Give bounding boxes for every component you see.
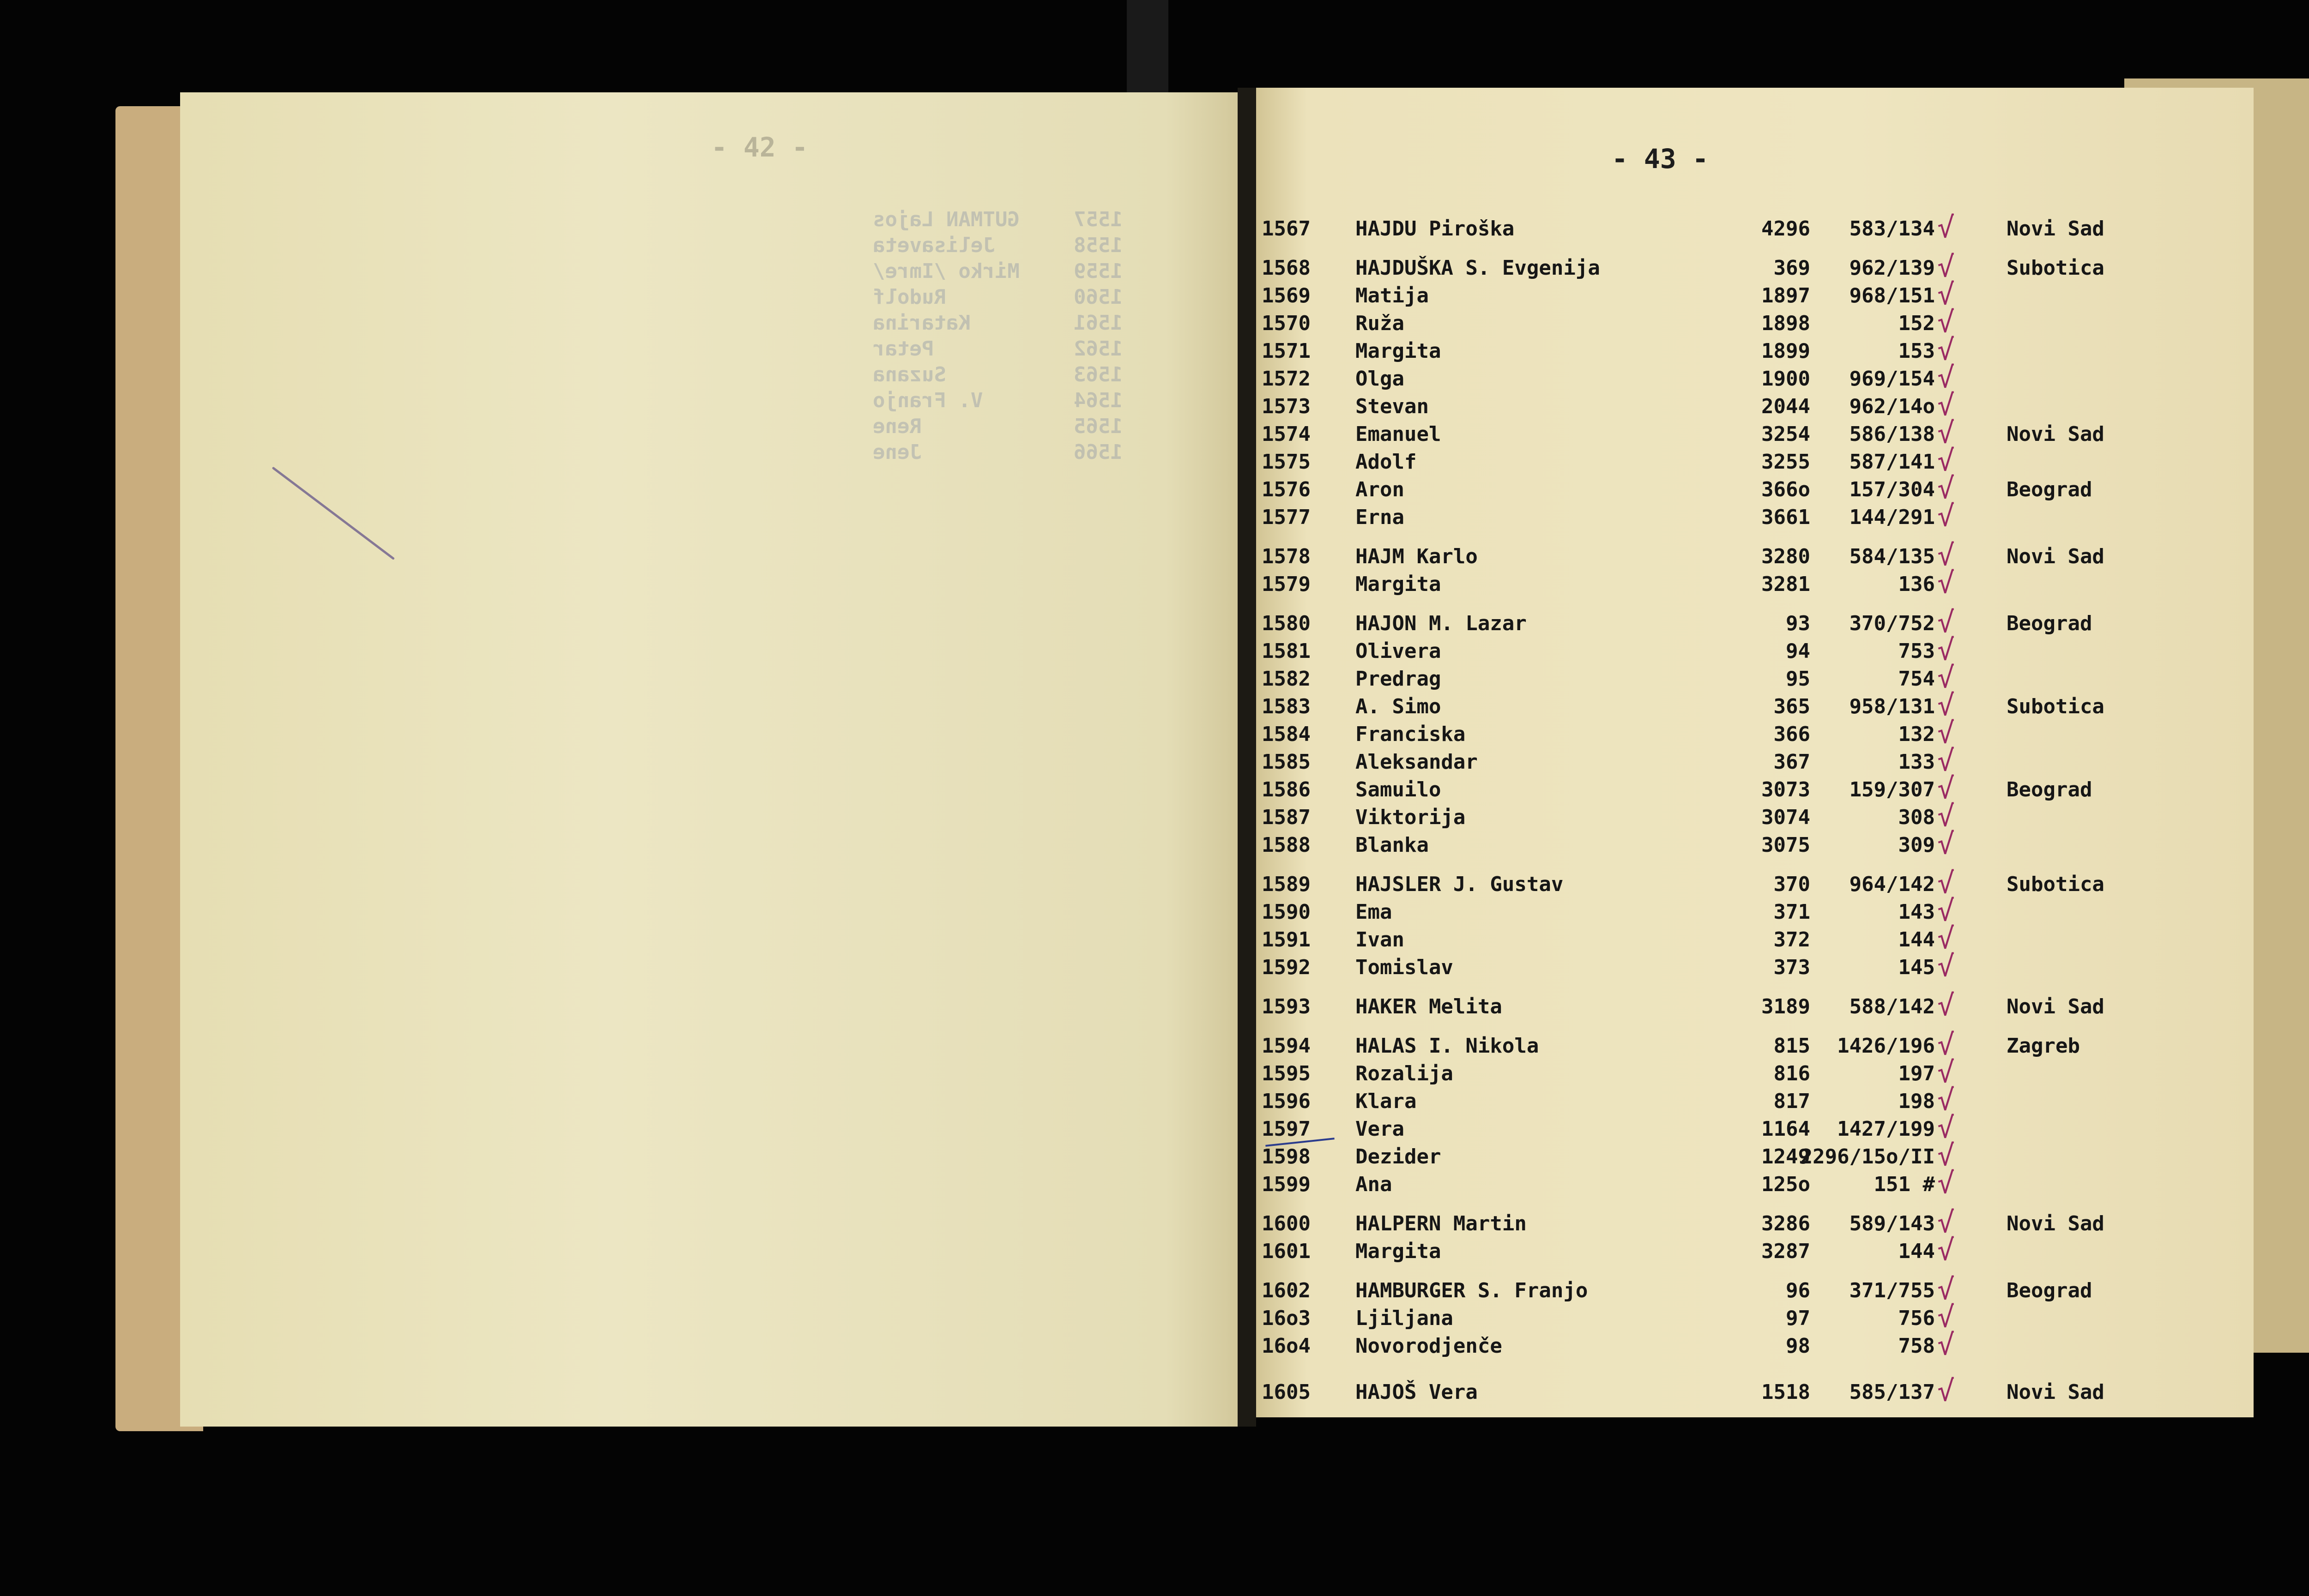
entry-number: 1598	[1262, 1145, 1311, 1168]
register-number: 370	[1773, 873, 1810, 896]
register-number: 3075	[1761, 833, 1810, 857]
checkmark-icon: √	[1937, 688, 1955, 722]
register-number: 4296	[1761, 217, 1810, 241]
entry-number: 1599	[1262, 1173, 1311, 1196]
checkmark-icon: √	[1937, 471, 1955, 505]
entry-number: 1590	[1262, 900, 1311, 924]
entry-number: 1575	[1262, 450, 1311, 474]
register-number: 365	[1773, 695, 1810, 718]
person-name: HAJDUŠKA S. Evgenija	[1355, 256, 1600, 280]
person-name: Adolf	[1355, 450, 1417, 474]
entry-number: 1581	[1262, 639, 1311, 663]
ghost-person-name: Jene	[873, 440, 922, 464]
reference-number: 308	[1898, 806, 1935, 829]
register-number: 3074	[1761, 806, 1810, 829]
table-row	[0, 471, 2309, 506]
reference-number: 153	[1898, 339, 1935, 363]
entry-number: 1591	[1262, 928, 1311, 952]
binding-ribbon	[1127, 0, 1168, 106]
register-number: 2044	[1761, 395, 1810, 418]
checkmark-icon: √	[1937, 827, 1955, 861]
table-row	[0, 1111, 2309, 1145]
left-page-number: - 42 -	[711, 132, 808, 163]
register-number: 96	[1786, 1279, 1810, 1302]
city-name: Novi Sad	[2007, 995, 2104, 1018]
table-row	[0, 1233, 2309, 1267]
ghost-person-name: Petar	[873, 337, 934, 361]
checkmark-icon: √	[1937, 250, 1955, 283]
entry-number: 1601	[1262, 1240, 1311, 1263]
register-number: 3281	[1761, 572, 1810, 596]
reference-number: 1427/199	[1837, 1117, 1935, 1141]
checkmark-icon: √	[1937, 361, 1955, 394]
ghost-entry-number: 1559	[1074, 259, 1123, 283]
register-number: 366	[1773, 723, 1810, 746]
person-name: HAJDU Piroška	[1355, 217, 1515, 241]
reference-number: 371/755	[1849, 1279, 1935, 1302]
checkmark-icon: √	[1937, 538, 1955, 572]
table-row	[0, 416, 2309, 450]
person-name: HAJSLER J. Gustav	[1355, 873, 1564, 896]
register-number: 366o	[1761, 478, 1810, 501]
person-name: HAJON M. Lazar	[1355, 612, 1527, 635]
reference-number: 143	[1898, 900, 1935, 924]
checkmark-icon: √	[1937, 744, 1955, 777]
person-name: Stevan	[1355, 395, 1429, 418]
entry-number: 1577	[1262, 506, 1311, 529]
reference-number: 585/137	[1849, 1380, 1935, 1404]
entry-number: 1569	[1262, 284, 1311, 307]
entry-number: 16o3	[1262, 1307, 1311, 1330]
person-name: Dezider	[1355, 1145, 1441, 1168]
checkmark-icon: √	[1937, 388, 1955, 422]
reference-number: 159/307	[1849, 778, 1935, 801]
ghost-entry-number: 1564	[1074, 389, 1123, 412]
city-name: Beograd	[2007, 478, 2092, 501]
table-row	[0, 1055, 2309, 1090]
table-row	[0, 1374, 2309, 1408]
ghost-person-name: V. Franjo	[873, 389, 983, 412]
register-number: 125o	[1761, 1173, 1810, 1196]
reference-number: 370/752	[1849, 612, 1935, 635]
reference-number: 157/304	[1849, 478, 1935, 501]
register-number: 3287	[1761, 1240, 1810, 1263]
table-row	[0, 661, 2309, 695]
checkmark-icon: √	[1937, 1300, 1955, 1334]
city-name: Subotica	[2007, 695, 2104, 718]
table-row	[0, 333, 2309, 367]
reference-number: 756	[1898, 1307, 1935, 1330]
checkmark-icon: √	[1937, 716, 1955, 750]
reference-number: 152	[1898, 312, 1935, 335]
entry-number: 1605	[1262, 1380, 1311, 1404]
person-name: Blanka	[1355, 833, 1429, 857]
table-row	[0, 771, 2309, 806]
entry-number: 1567	[1262, 217, 1311, 241]
checkmark-icon: √	[1937, 1138, 1955, 1172]
person-name: Margita	[1355, 572, 1441, 596]
register-number: 3189	[1761, 995, 1810, 1018]
checkmark-icon: √	[1937, 416, 1955, 450]
table-row	[0, 444, 2309, 478]
reference-number: 145	[1898, 956, 1935, 979]
register-number: 98	[1786, 1334, 1810, 1358]
ghost-entry-number: 1558	[1074, 234, 1123, 257]
reference-number: 144	[1898, 928, 1935, 952]
checkmark-icon: √	[1937, 1166, 1955, 1200]
table-row	[0, 605, 2309, 639]
register-number: 1900	[1761, 367, 1810, 391]
table-row	[0, 1205, 2309, 1240]
person-name: Tomislav	[1355, 956, 1453, 979]
ghost-person-name: Mirko /Imre/	[873, 259, 1020, 283]
checkmark-icon: √	[1937, 633, 1955, 667]
person-name: Margita	[1355, 1240, 1441, 1263]
entry-number: 1572	[1262, 367, 1311, 391]
person-name: Ruža	[1355, 312, 1404, 335]
ghost-person-name: Suzana	[873, 363, 946, 386]
city-name: Novi Sad	[2007, 1212, 2104, 1235]
checkmark-icon: √	[1937, 1233, 1955, 1267]
reference-number: 144/291	[1849, 506, 1935, 529]
table-row	[0, 1138, 2309, 1173]
table-row	[0, 949, 2309, 983]
checkmark-icon: √	[1937, 1028, 1955, 1061]
table-row	[0, 277, 2309, 312]
entry-number: 1578	[1262, 545, 1311, 568]
register-number: 3254	[1761, 422, 1810, 446]
table-row	[0, 921, 2309, 956]
entry-number: 1589	[1262, 873, 1311, 896]
entry-number: 1580	[1262, 612, 1311, 635]
checkmark-icon: √	[1937, 988, 1955, 1022]
reference-number: 754	[1898, 667, 1935, 691]
ghost-entry-number: 1565	[1074, 415, 1123, 438]
person-name: Samuilo	[1355, 778, 1441, 801]
checkmark-icon: √	[1937, 1205, 1955, 1239]
reference-number: 2296/15o/II	[1800, 1145, 1935, 1168]
person-name: Aleksandar	[1355, 750, 1478, 774]
reference-number: 132	[1898, 723, 1935, 746]
register-number: 3286	[1761, 1212, 1810, 1235]
person-name: Olivera	[1355, 639, 1441, 663]
checkmark-icon: √	[1937, 799, 1955, 833]
reference-number: 1426/196	[1837, 1034, 1935, 1058]
reference-number: 958/131	[1849, 695, 1935, 718]
table-row	[0, 744, 2309, 778]
checkmark-icon: √	[1937, 277, 1955, 311]
register-number: 815	[1773, 1034, 1810, 1058]
reference-number: 758	[1898, 1334, 1935, 1358]
table-row	[0, 1028, 2309, 1062]
city-name: Beograd	[2007, 778, 2092, 801]
table-row	[0, 1328, 2309, 1362]
register-number: 1249	[1761, 1145, 1810, 1168]
checkmark-icon: √	[1937, 771, 1955, 805]
reference-number: 309	[1898, 833, 1935, 857]
table-row	[0, 633, 2309, 667]
entry-number: 1596	[1262, 1090, 1311, 1113]
person-name: Ema	[1355, 900, 1392, 924]
table-row	[0, 499, 2309, 533]
reference-number: 587/141	[1849, 450, 1935, 474]
table-row	[0, 1083, 2309, 1117]
right-page-number: - 43 -	[1612, 143, 1709, 175]
reference-number: 151 #	[1874, 1173, 1935, 1196]
register-number: 93	[1786, 612, 1810, 635]
checkmark-icon: √	[1937, 1374, 1955, 1408]
checkmark-icon: √	[1937, 1111, 1955, 1144]
person-name: HAMBURGER S. Franjo	[1355, 1279, 1588, 1302]
checkmark-icon: √	[1937, 444, 1955, 477]
ghost-person-name: Rene	[873, 415, 922, 438]
city-name: Subotica	[2007, 256, 2104, 280]
table-row	[0, 538, 2309, 572]
register-number: 817	[1773, 1090, 1810, 1113]
reference-number: 753	[1898, 639, 1935, 663]
entry-number: 1574	[1262, 422, 1311, 446]
table-row	[0, 305, 2309, 339]
register-number: 3073	[1761, 778, 1810, 801]
register-number: 369	[1773, 256, 1810, 280]
ghost-person-name: Jelisaveta	[873, 234, 995, 257]
ghost-entry-number: 1560	[1074, 285, 1123, 309]
table-row	[0, 1300, 2309, 1334]
table-row	[0, 716, 2309, 750]
reference-number: 962/14o	[1849, 395, 1935, 418]
register-number: 373	[1773, 956, 1810, 979]
person-name: Ljiljana	[1355, 1307, 1453, 1330]
entry-number: 1595	[1262, 1062, 1311, 1085]
person-name: Olga	[1355, 367, 1404, 391]
person-name: HAJOŠ Vera	[1355, 1380, 1478, 1404]
person-name: A. Simo	[1355, 695, 1441, 718]
table-row	[0, 688, 2309, 723]
person-name: Vera	[1355, 1117, 1404, 1141]
reference-number: 969/154	[1849, 367, 1935, 391]
table-row	[0, 1272, 2309, 1307]
register-number: 95	[1786, 667, 1810, 691]
city-name: Novi Sad	[2007, 217, 2104, 241]
ghost-person-name: Rudolf	[873, 285, 946, 309]
city-name: Beograd	[2007, 1279, 2092, 1302]
checkmark-icon: √	[1937, 605, 1955, 639]
checkmark-icon: √	[1937, 866, 1955, 900]
entry-number: 1570	[1262, 312, 1311, 335]
entry-number: 1597	[1262, 1117, 1311, 1141]
person-name: HAKER Melita	[1355, 995, 1502, 1018]
person-name: Franciska	[1355, 723, 1466, 746]
entry-number: 1602	[1262, 1279, 1311, 1302]
checkmark-icon: √	[1937, 305, 1955, 339]
entry-number: 1568	[1262, 256, 1311, 280]
register-number: 3661	[1761, 506, 1810, 529]
register-number: 1899	[1761, 339, 1810, 363]
ghost-entry-number: 1566	[1074, 440, 1123, 464]
city-name: Subotica	[2007, 873, 2104, 896]
entry-number: 1579	[1262, 572, 1311, 596]
table-row	[0, 388, 2309, 422]
person-name: Predrag	[1355, 667, 1441, 691]
entry-number: 1586	[1262, 778, 1311, 801]
table-row	[0, 988, 2309, 1023]
checkmark-icon: √	[1937, 661, 1955, 694]
reference-number: 133	[1898, 750, 1935, 774]
reference-number: 197	[1898, 1062, 1935, 1085]
entry-number: 1592	[1262, 956, 1311, 979]
checkmark-icon: √	[1937, 566, 1955, 600]
entry-number: 1593	[1262, 995, 1311, 1018]
register-number: 3255	[1761, 450, 1810, 474]
person-name: HALAS I. Nikola	[1355, 1034, 1539, 1058]
entry-number: 1594	[1262, 1034, 1311, 1058]
person-name: Klara	[1355, 1090, 1417, 1113]
ghost-entry-number: 1557	[1074, 208, 1123, 231]
checkmark-icon: √	[1937, 1328, 1955, 1361]
reference-number: 198	[1898, 1090, 1935, 1113]
city-name: Novi Sad	[2007, 545, 2104, 568]
register-number: 1518	[1761, 1380, 1810, 1404]
checkmark-icon: √	[1937, 333, 1955, 367]
register-number: 97	[1786, 1307, 1810, 1330]
person-name: HALPERN Martin	[1355, 1212, 1527, 1235]
table-row	[0, 799, 2309, 833]
entry-number: 1584	[1262, 723, 1311, 746]
checkmark-icon: √	[1937, 1083, 1955, 1117]
ghost-entry-number: 1563	[1074, 363, 1123, 386]
person-name: Ana	[1355, 1173, 1392, 1196]
city-name: Zagreb	[2007, 1034, 2080, 1058]
table-row	[0, 211, 2309, 245]
reference-number: 586/138	[1849, 422, 1935, 446]
register-number: 94	[1786, 639, 1810, 663]
table-row	[0, 894, 2309, 928]
entry-number: 1588	[1262, 833, 1311, 857]
reference-number: 588/142	[1849, 995, 1935, 1018]
checkmark-icon: √	[1937, 211, 1955, 244]
entry-number: 1573	[1262, 395, 1311, 418]
register-number: 1898	[1761, 312, 1810, 335]
entry-number: 1585	[1262, 750, 1311, 774]
table-row	[0, 250, 2309, 284]
reference-number: 589/143	[1849, 1212, 1935, 1235]
register-number: 371	[1773, 900, 1810, 924]
entry-number: 1571	[1262, 339, 1311, 363]
entry-number: 1583	[1262, 695, 1311, 718]
ghost-entry-number: 1561	[1074, 311, 1123, 335]
reference-number: 144	[1898, 1240, 1935, 1263]
reference-number: 584/135	[1849, 545, 1935, 568]
entry-number: 1587	[1262, 806, 1311, 829]
checkmark-icon: √	[1937, 1272, 1955, 1306]
checkmark-icon: √	[1937, 894, 1955, 927]
ghost-person-name: Katarina	[873, 311, 971, 335]
checkmark-icon: √	[1937, 1055, 1955, 1089]
checkmark-icon: √	[1937, 921, 1955, 955]
ghost-person-name: GUTMAN Lajos	[873, 208, 1020, 231]
reference-number: 962/139	[1849, 256, 1935, 280]
person-name: Novorodjenče	[1355, 1334, 1502, 1358]
person-name: Erna	[1355, 506, 1404, 529]
city-name: Beograd	[2007, 612, 2092, 635]
person-name: Aron	[1355, 478, 1404, 501]
entry-number: 1576	[1262, 478, 1311, 501]
table-row	[0, 1166, 2309, 1200]
register-number: 816	[1773, 1062, 1810, 1085]
person-name: Matija	[1355, 284, 1429, 307]
register-number: 1164	[1761, 1117, 1810, 1141]
ghost-entry-number: 1562	[1074, 337, 1123, 361]
table-row	[0, 361, 2309, 395]
person-name: Rozalija	[1355, 1062, 1453, 1085]
checkmark-icon: √	[1937, 499, 1955, 533]
reference-number: 964/142	[1849, 873, 1935, 896]
person-name: HAJM Karlo	[1355, 545, 1478, 568]
person-name: Viktorija	[1355, 806, 1466, 829]
table-row	[0, 866, 2309, 900]
entry-number: 16o4	[1262, 1334, 1311, 1358]
table-row	[0, 827, 2309, 861]
register-number: 1897	[1761, 284, 1810, 307]
register-number: 3280	[1761, 545, 1810, 568]
person-name: Emanuel	[1355, 422, 1441, 446]
city-name: Novi Sad	[2007, 1380, 2104, 1404]
person-name: Ivan	[1355, 928, 1404, 952]
entry-number: 1600	[1262, 1212, 1311, 1235]
register-number: 372	[1773, 928, 1810, 952]
person-name: Margita	[1355, 339, 1441, 363]
register-number: 367	[1773, 750, 1810, 774]
reference-number: 968/151	[1849, 284, 1935, 307]
checkmark-icon: √	[1937, 949, 1955, 983]
entry-number: 1582	[1262, 667, 1311, 691]
city-name: Novi Sad	[2007, 422, 2104, 446]
reference-number: 136	[1898, 572, 1935, 596]
table-row	[0, 566, 2309, 600]
reference-number: 583/134	[1849, 217, 1935, 241]
